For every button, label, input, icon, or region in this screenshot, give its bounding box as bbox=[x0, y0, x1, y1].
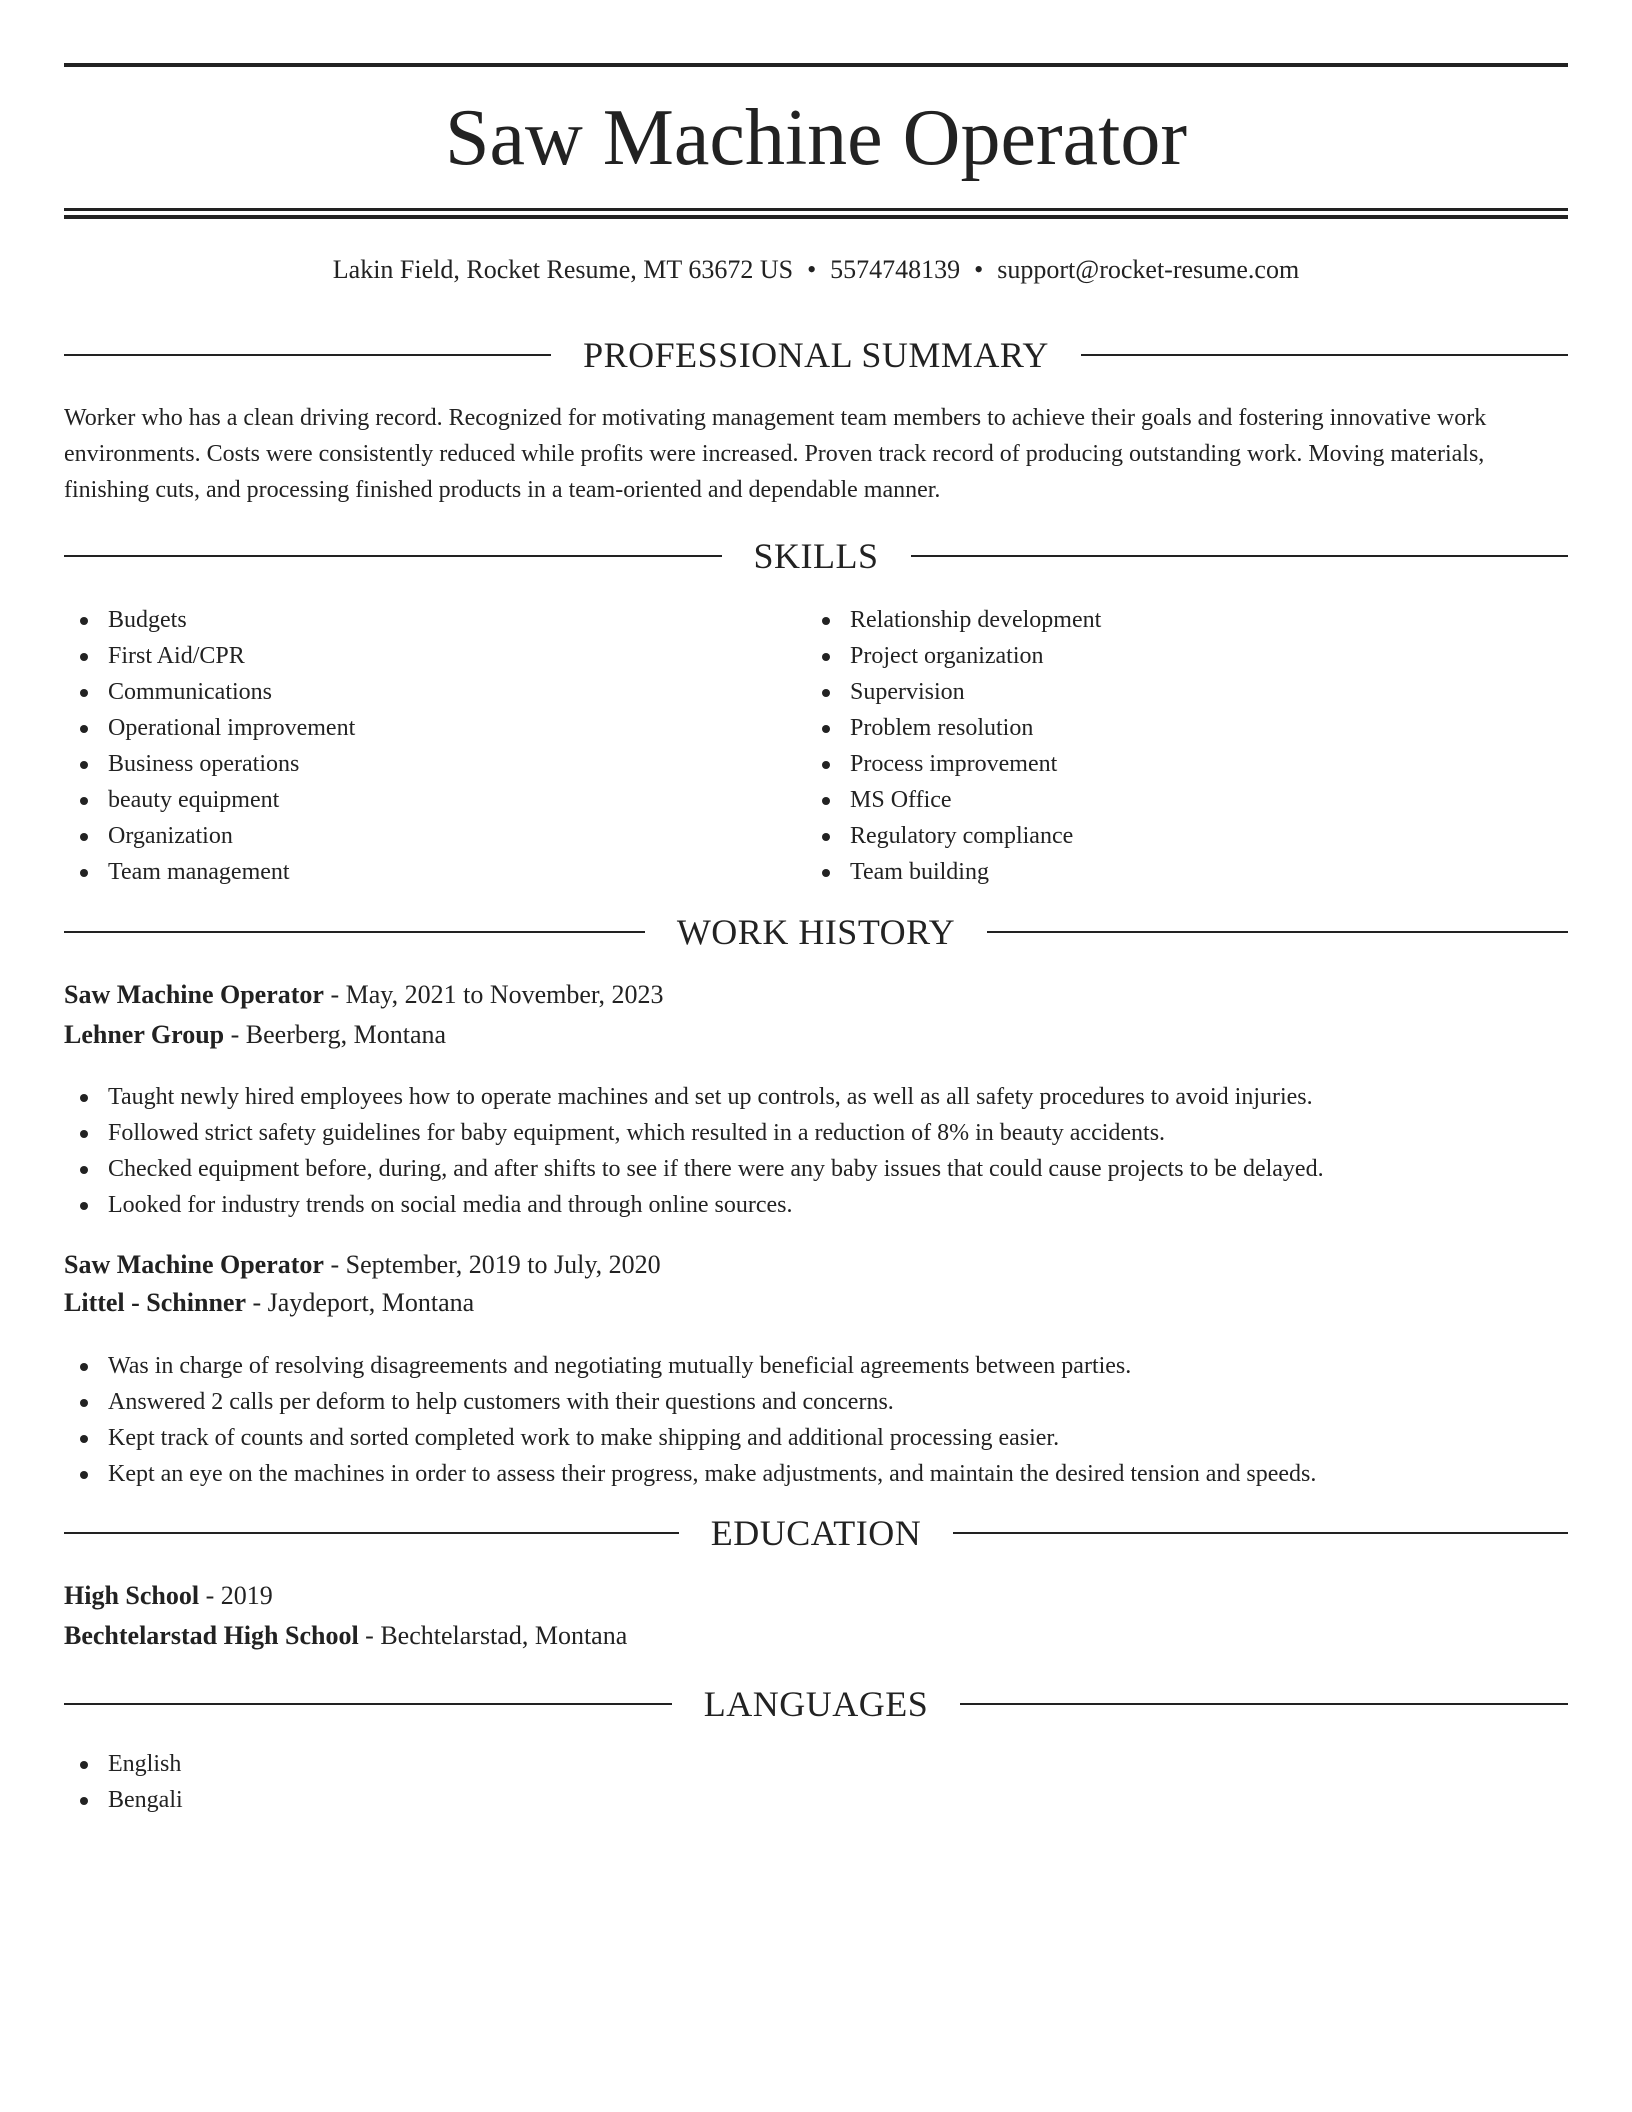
work-heading bbox=[64, 910, 1568, 954]
job-bullet: Answered 2 calls per deform to help customers with their questions and concerns. bbox=[64, 1384, 1568, 1420]
languages-list bbox=[64, 1746, 1568, 1818]
job-role: Saw Machine Operator bbox=[64, 980, 324, 1009]
education-heading-title: EDUCATION bbox=[710, 1513, 922, 1553]
job-bullet: Taught newly hired employees how to operate machines and set up controls, as well as all safety procedures to avoid injuries. bbox=[64, 1079, 1568, 1115]
skills-heading bbox=[64, 534, 1568, 578]
work-heading-title: WORK HISTORY bbox=[676, 912, 956, 952]
education-heading bbox=[64, 1511, 1568, 1555]
skill-item: MS Office bbox=[806, 782, 1568, 818]
skill-item: Team management bbox=[64, 854, 804, 890]
job-location: - Beerberg, Montana bbox=[224, 1020, 447, 1049]
heading-rule-right bbox=[960, 1703, 1568, 1705]
heading-rule-right bbox=[1081, 354, 1568, 356]
job-role: Saw Machine Operator bbox=[64, 1250, 324, 1279]
job-dates: - May, 2021 to November, 2023 bbox=[323, 980, 664, 1009]
job-bullets bbox=[64, 1348, 1568, 1492]
job-title-line bbox=[64, 975, 1568, 1015]
heading-rule-right bbox=[953, 1532, 1568, 1534]
languages-heading bbox=[64, 1682, 1568, 1726]
job-bullets bbox=[64, 1079, 1568, 1223]
heading-rule-left bbox=[64, 931, 645, 933]
job-title-line bbox=[64, 1245, 1568, 1285]
contact-line bbox=[64, 252, 1568, 288]
heading-rule-right bbox=[987, 931, 1568, 933]
skill-item: Communications bbox=[64, 674, 804, 710]
education-school-line bbox=[64, 1616, 1568, 1656]
skill-item: beauty equipment bbox=[64, 782, 804, 818]
skill-item: Process improvement bbox=[806, 746, 1568, 782]
education-school: Bechtelarstad High School bbox=[64, 1621, 359, 1650]
skill-item: Business operations bbox=[64, 746, 804, 782]
summary-text: Worker who has a clean driving record. Recognized for motivating management team members to achieve their goals and fostering innovative work environments. Costs were consistently reduced while profits were increased. Proven track record of producing outstanding work. Moving materials, finishing cuts, and processing finished products in a team-oriented and dependable manner. bbox=[64, 405, 1487, 503]
skills-heading-title: SKILLS bbox=[753, 536, 879, 576]
skill-item: Relationship development bbox=[806, 602, 1568, 638]
summary-heading-title: PROFESSIONAL SUMMARY bbox=[583, 335, 1049, 375]
top-rule bbox=[64, 63, 1568, 67]
job-bullet: Followed strict safety guidelines for baby equipment, which resulted in a reduction of 8% in beauty accidents. bbox=[64, 1115, 1568, 1151]
language-item: English bbox=[64, 1746, 1568, 1782]
title-rule-upper bbox=[64, 208, 1568, 211]
skills-list-left bbox=[64, 602, 804, 890]
job-bullet: Looked for industry trends on social media and through online sources. bbox=[64, 1187, 1568, 1223]
heading-rule-left bbox=[64, 1532, 679, 1534]
job-company-line bbox=[64, 1015, 1568, 1055]
skills-list-right bbox=[806, 602, 1568, 890]
job-bullet: Kept an eye on the machines in order to assess their progress, make adjustments, and maintain the desired tension and speeds. bbox=[64, 1456, 1568, 1492]
job-dates: - September, 2019 to July, 2020 bbox=[323, 1250, 661, 1279]
skill-item: First Aid/CPR bbox=[64, 638, 804, 674]
contact-address: Lakin Field, Rocket Resume, MT 63672 US bbox=[332, 255, 794, 284]
skill-item: Supervision bbox=[806, 674, 1568, 710]
job-location: - Jaydeport, Montana bbox=[246, 1288, 475, 1317]
education-degree: High School bbox=[64, 1581, 200, 1610]
education-year: - 2019 bbox=[199, 1581, 273, 1610]
languages-heading-title: LANGUAGES bbox=[703, 1684, 929, 1724]
job-company: Littel - Schinner bbox=[64, 1288, 246, 1317]
contact-separator: • bbox=[807, 255, 817, 284]
job-bullet: Was in charge of resolving disagreements and negotiating mutually beneficial agreements between parties. bbox=[64, 1348, 1568, 1384]
contact-separator: • bbox=[974, 255, 984, 284]
contact-email: support@rocket-resume.com bbox=[997, 255, 1300, 284]
job-bullet: Checked equipment before, during, and after shifts to see if there were any baby issues that could cause projects to be delayed. bbox=[64, 1151, 1568, 1187]
title-rule-lower bbox=[64, 215, 1568, 219]
skill-item: Regulatory compliance bbox=[806, 818, 1568, 854]
skill-item: Operational improvement bbox=[64, 710, 804, 746]
heading-rule-left bbox=[64, 555, 722, 557]
skill-item: Organization bbox=[64, 818, 804, 854]
summary-heading bbox=[64, 333, 1568, 377]
skill-item: Project organization bbox=[806, 638, 1568, 674]
education-degree-line bbox=[64, 1576, 1568, 1616]
resume-title: Saw Machine Operator bbox=[445, 94, 1187, 182]
job-company: Lehner Group bbox=[64, 1020, 225, 1049]
skill-item: Problem resolution bbox=[806, 710, 1568, 746]
heading-rule-left bbox=[64, 1703, 672, 1705]
language-item: Bengali bbox=[64, 1782, 1568, 1818]
heading-rule-left bbox=[64, 354, 551, 356]
job-company-line bbox=[64, 1283, 1568, 1323]
skill-item: Budgets bbox=[64, 602, 804, 638]
education-location: - Bechtelarstad, Montana bbox=[358, 1621, 628, 1650]
heading-rule-right bbox=[911, 555, 1569, 557]
job-bullet: Kept track of counts and sorted completed work to make shipping and additional processing easier. bbox=[64, 1420, 1568, 1456]
skill-item: Team building bbox=[806, 854, 1568, 890]
contact-phone: 5574748139 bbox=[830, 255, 961, 284]
